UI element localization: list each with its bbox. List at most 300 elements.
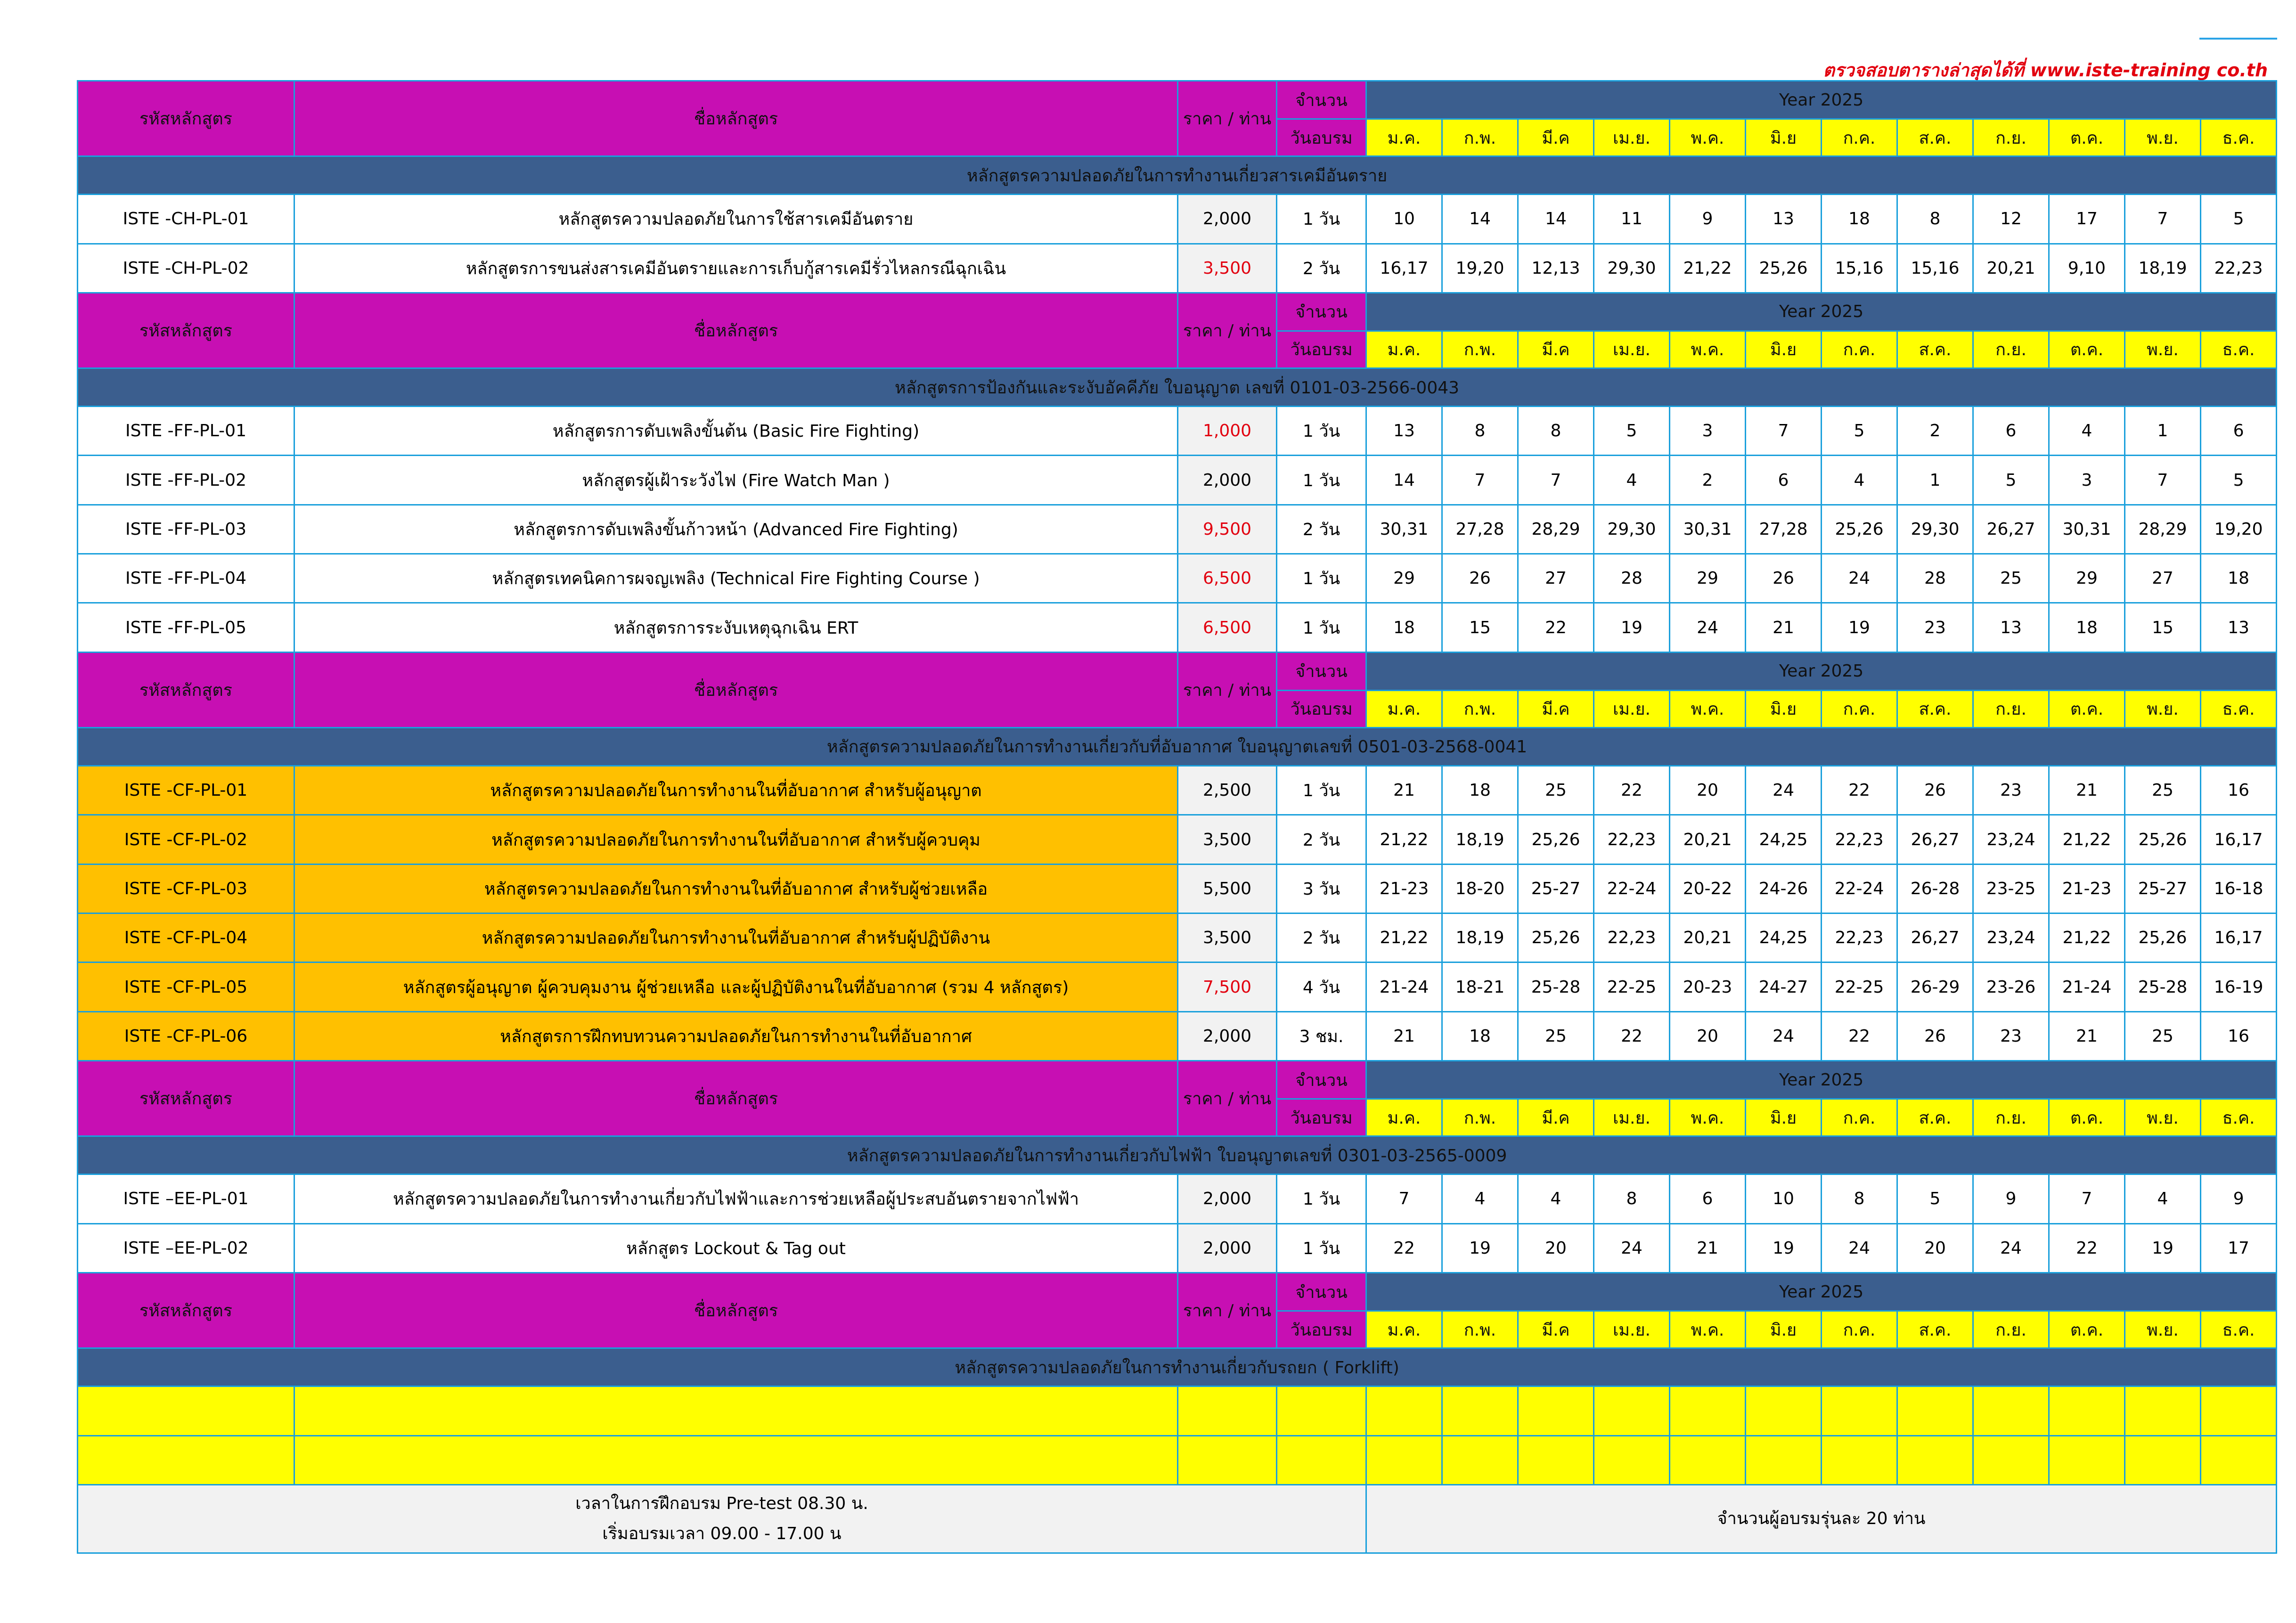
course-date: 5	[1822, 407, 1897, 456]
month-header: มี.ค	[1518, 119, 1594, 156]
month-header: ส.ค.	[1897, 1099, 1973, 1136]
course-date: 25,26	[1822, 505, 1897, 554]
course-date: 21-23	[2049, 864, 2125, 913]
course-date: 29	[1670, 554, 1746, 603]
course-date: 22,23	[2201, 244, 2277, 293]
course-code: ISTE -CH-PL-01	[78, 195, 294, 244]
course-duration: 1 วัน	[1277, 603, 1366, 652]
days-header: วันอบรม	[1277, 1311, 1366, 1348]
course-date: 21-24	[2049, 962, 2125, 1011]
course-date: 29	[2049, 554, 2125, 603]
column-header-row	[78, 652, 2277, 690]
empty-cell	[1366, 1386, 1442, 1435]
month-header: พ.ค.	[1670, 331, 1746, 368]
course-date: 24	[1746, 1011, 1822, 1060]
month-header: ต.ค.	[2049, 119, 2125, 156]
course-date: 25	[2125, 1011, 2201, 1060]
empty-cell	[2201, 1435, 2277, 1484]
code-column-header: รหัสหลักสูตร	[78, 1061, 294, 1136]
month-header: พ.ค.	[1670, 119, 1746, 156]
column-header-row	[78, 1273, 2277, 1311]
month-header: ต.ค.	[2049, 690, 2125, 727]
course-code: ISTE -CF-PL-06	[78, 1011, 294, 1060]
course-date: 4	[1518, 1174, 1594, 1223]
code-column-header: รหัสหลักสูตร	[78, 652, 294, 727]
month-header: ส.ค.	[1897, 331, 1973, 368]
course-date: 25,26	[2125, 815, 2201, 864]
month-header: ก.ค.	[1822, 1311, 1897, 1348]
course-date: 15,16	[1897, 244, 1973, 293]
price-column-header: ราคา / ท่าน	[1178, 1273, 1277, 1348]
month-header: ต.ค.	[2049, 1099, 2125, 1136]
course-date: 8	[1897, 195, 1973, 244]
column-header-row	[78, 293, 2277, 331]
course-date: 21,22	[1366, 815, 1442, 864]
course-date: 5	[1897, 1174, 1973, 1223]
course-duration: 2 วัน	[1277, 244, 1366, 293]
course-date: 26,27	[1973, 505, 2049, 554]
course-date: 14	[1518, 195, 1594, 244]
course-date: 25	[1518, 766, 1594, 815]
course-price: 5,500	[1178, 864, 1277, 913]
month-header: ม.ค.	[1366, 1099, 1442, 1136]
footer-row	[78, 1484, 2277, 1553]
course-date: 7	[2049, 1174, 2125, 1223]
month-header: ก.พ.	[1442, 1099, 1518, 1136]
course-date: 28,29	[2125, 505, 2201, 554]
course-date: 29	[1366, 554, 1442, 603]
course-name: หลักสูตรความปลอดภัยในการทำงานในที่อับอากาศ สำหรับผู้ปฏิบัติงาน	[294, 913, 1178, 962]
website-note[interactable]: ตรวจสอบตารางล่าสุดได้ที่ www.iste-training co.th	[1823, 60, 2268, 81]
course-price: 2,000	[1178, 195, 1277, 244]
empty-cell	[1366, 1435, 1442, 1484]
course-date: 5	[1973, 456, 2049, 505]
course-date: 20	[1670, 1011, 1746, 1060]
course-date: 3	[1670, 407, 1746, 456]
course-price: 3,500	[1178, 815, 1277, 864]
training-hours: เริ่มอบรมเวลา 09.00 - 17.00 น	[602, 1524, 842, 1543]
training-schedule-table	[77, 80, 2277, 1554]
month-header: ต.ค.	[2049, 331, 2125, 368]
code-column-header: รหัสหลักสูตร	[78, 1273, 294, 1348]
month-header: มิ.ย	[1746, 690, 1822, 727]
course-date: 21-23	[1366, 864, 1442, 913]
course-price: 2,000	[1178, 1174, 1277, 1223]
month-header: ส.ค.	[1897, 119, 1973, 156]
price-column-header: ราคา / ท่าน	[1178, 81, 1277, 156]
course-code: ISTE -CH-PL-02	[78, 244, 294, 293]
course-date: 21	[1366, 1011, 1442, 1060]
course-date: 25	[2125, 766, 2201, 815]
month-header: เม.ย.	[1594, 119, 1670, 156]
course-date: 24,25	[1746, 913, 1822, 962]
course-date: 13	[1366, 407, 1442, 456]
course-date: 22,23	[1594, 815, 1670, 864]
section-title: หลักสูตรความปลอดภัยในการทำงานเกี่ยวกับที่อับอากาศ ใบอนุญาตเลขที่ 0501-03-2568-0041	[78, 727, 2277, 766]
month-header: ก.ค.	[1822, 690, 1897, 727]
section-row	[78, 156, 2277, 195]
course-name: หลักสูตรการขนส่งสารเคมีอันตรายและการเก็บกู้สารเคมีรั่วไหลกรณีฉุกเฉิน	[294, 244, 1178, 293]
month-header: เม.ย.	[1594, 1311, 1670, 1348]
price-column-header: ราคา / ท่าน	[1178, 652, 1277, 727]
course-date: 23	[1973, 1011, 2049, 1060]
course-date: 7	[1366, 1174, 1442, 1223]
course-row[interactable]	[78, 1223, 2277, 1272]
course-duration: 1 วัน	[1277, 1223, 1366, 1272]
course-date: 4	[1822, 456, 1897, 505]
course-date: 18	[2201, 554, 2277, 603]
course-name: หลักสูตรความปลอดภัยในการทำงานในที่อับอากาศ สำหรับผู้อนุญาต	[294, 766, 1178, 815]
course-date: 13	[2201, 603, 2277, 652]
course-date: 18-21	[1442, 962, 1518, 1011]
course-date: 18,19	[2125, 244, 2201, 293]
course-date: 24	[1746, 766, 1822, 815]
course-date: 13	[1973, 603, 2049, 652]
course-date: 25-28	[1518, 962, 1594, 1011]
month-header: ก.ย.	[1973, 1099, 2049, 1136]
course-date: 26	[1746, 554, 1822, 603]
course-date: 1	[2125, 407, 2201, 456]
course-date: 22,23	[1822, 913, 1897, 962]
course-date: 14	[1366, 456, 1442, 505]
month-header: ม.ค.	[1366, 1311, 1442, 1348]
name-column-header: ชื่อหลักสูตร	[294, 293, 1178, 368]
course-name: หลักสูตรความปลอดภัยในการทำงานในที่อับอากาศ สำหรับผู้ช่วยเหลือ	[294, 864, 1178, 913]
course-row[interactable]	[78, 244, 2277, 293]
course-date: 24	[1594, 1223, 1670, 1272]
top-accent-line	[2199, 38, 2277, 40]
empty-cell	[1277, 1435, 1366, 1484]
course-duration: 3 ชม.	[1277, 1011, 1366, 1060]
course-date: 20	[1518, 1223, 1594, 1272]
course-price: 6,500	[1178, 603, 1277, 652]
course-date: 5	[2201, 195, 2277, 244]
month-header: ก.ค.	[1822, 331, 1897, 368]
month-header: พ.ค.	[1670, 1311, 1746, 1348]
course-date: 4	[2125, 1174, 2201, 1223]
course-date: 18-20	[1442, 864, 1518, 913]
course-date: 25,26	[1518, 815, 1594, 864]
course-date: 26,27	[1897, 913, 1973, 962]
course-date: 19	[1746, 1223, 1822, 1272]
course-price: 2,000	[1178, 1011, 1277, 1060]
course-date: 26	[1897, 1011, 1973, 1060]
course-code: ISTE -CF-PL-05	[78, 962, 294, 1011]
course-date: 25-27	[2125, 864, 2201, 913]
course-code: ISTE -FF-PL-04	[78, 554, 294, 603]
course-row[interactable]	[78, 456, 2277, 505]
empty-cell	[1518, 1386, 1594, 1435]
course-row[interactable]	[78, 815, 2277, 864]
course-date: 30,31	[1670, 505, 1746, 554]
month-header: ก.พ.	[1442, 690, 1518, 727]
month-header: มี.ค	[1518, 1311, 1594, 1348]
course-code: ISTE -CF-PL-01	[78, 766, 294, 815]
empty-cell	[2049, 1386, 2125, 1435]
empty-cell	[1973, 1386, 2049, 1435]
training-time-note	[78, 1484, 1366, 1553]
course-date: 23,24	[1973, 913, 2049, 962]
year-header: Year 2025	[1366, 1061, 2277, 1099]
month-header: ธ.ค.	[2201, 119, 2277, 156]
empty-cell	[2125, 1386, 2201, 1435]
course-date: 6	[2201, 407, 2277, 456]
course-price: 2,000	[1178, 1223, 1277, 1272]
course-name: หลักสูตรการระงับเหตุฉุกเฉิน ERT	[294, 603, 1178, 652]
course-duration: 2 วัน	[1277, 815, 1366, 864]
course-date: 27,28	[1442, 505, 1518, 554]
course-date: 22	[1366, 1223, 1442, 1272]
course-date: 29,30	[1594, 505, 1670, 554]
empty-cell	[1277, 1386, 1366, 1435]
course-date: 16,17	[2201, 913, 2277, 962]
course-date: 22-24	[1594, 864, 1670, 913]
course-row[interactable]	[78, 407, 2277, 456]
empty-cell	[1822, 1435, 1897, 1484]
column-header-row	[78, 1061, 2277, 1099]
year-header: Year 2025	[1366, 293, 2277, 331]
days-header: วันอบรม	[1277, 690, 1366, 727]
course-date: 21	[2049, 766, 2125, 815]
course-date: 25,26	[1518, 913, 1594, 962]
course-date: 19	[1822, 603, 1897, 652]
course-date: 16	[2201, 766, 2277, 815]
course-duration: 1 วัน	[1277, 554, 1366, 603]
course-date: 24-26	[1746, 864, 1822, 913]
course-date: 10	[1746, 1174, 1822, 1223]
price-column-header: ราคา / ท่าน	[1178, 293, 1277, 368]
section-title: หลักสูตรความปลอดภัยในการทำงานเกี่ยวสารเคมีอันตราย	[78, 156, 2277, 195]
empty-cell	[1670, 1386, 1746, 1435]
month-header: พ.ย.	[2125, 1311, 2201, 1348]
course-date: 20,21	[1670, 815, 1746, 864]
course-row[interactable]	[78, 1174, 2277, 1223]
course-date: 23	[1973, 766, 2049, 815]
empty-cell	[2201, 1386, 2277, 1435]
empty-cell	[1897, 1435, 1973, 1484]
course-row[interactable]	[78, 554, 2277, 603]
code-column-header: รหัสหลักสูตร	[78, 293, 294, 368]
month-header: ก.ย.	[1973, 690, 2049, 727]
column-header-row	[78, 81, 2277, 119]
course-date: 9	[1670, 195, 1746, 244]
empty-cell	[1442, 1386, 1518, 1435]
course-duration: 1 วัน	[1277, 456, 1366, 505]
course-date: 2	[1670, 456, 1746, 505]
course-date: 20-23	[1670, 962, 1746, 1011]
course-date: 23	[1897, 603, 1973, 652]
course-date: 24	[1822, 554, 1897, 603]
course-date: 19,20	[1442, 244, 1518, 293]
course-price: 1,000	[1178, 407, 1277, 456]
course-date: 22	[1822, 1011, 1897, 1060]
course-date: 18	[1366, 603, 1442, 652]
section-row	[78, 368, 2277, 406]
course-date: 19	[2125, 1223, 2201, 1272]
course-date: 8	[1594, 1174, 1670, 1223]
course-date: 26	[1442, 554, 1518, 603]
course-date: 6	[1670, 1174, 1746, 1223]
course-duration: 1 วัน	[1277, 766, 1366, 815]
course-date: 2	[1897, 407, 1973, 456]
course-code: ISTE –EE-PL-01	[78, 1174, 294, 1223]
course-row[interactable]	[78, 864, 2277, 913]
course-date: 21	[1670, 1223, 1746, 1272]
course-date: 22-25	[1594, 962, 1670, 1011]
course-duration: 2 วัน	[1277, 913, 1366, 962]
course-date: 22	[1518, 603, 1594, 652]
course-row[interactable]	[78, 505, 2277, 554]
course-name: หลักสูตรความปลอดภัยในการทำงานในที่อับอากาศ สำหรับผู้ควบคุม	[294, 815, 1178, 864]
course-date: 7	[1518, 456, 1594, 505]
course-date: 26-28	[1897, 864, 1973, 913]
course-code: ISTE -FF-PL-03	[78, 505, 294, 554]
month-header: ธ.ค.	[2201, 690, 2277, 727]
course-name: หลักสูตร Lockout & Tag out	[294, 1223, 1178, 1272]
empty-cell	[1178, 1435, 1277, 1484]
course-date: 22-24	[1822, 864, 1897, 913]
empty-cell	[1973, 1435, 2049, 1484]
course-date: 17	[2201, 1223, 2277, 1272]
course-name: หลักสูตรความปลอดภัยในการใช้สารเคมีอันตราย	[294, 195, 1178, 244]
course-date: 4	[2049, 407, 2125, 456]
month-header: ม.ค.	[1366, 690, 1442, 727]
course-date: 8	[1822, 1174, 1897, 1223]
course-date: 22	[1594, 1011, 1670, 1060]
empty-cell	[1178, 1386, 1277, 1435]
course-date: 22-25	[1822, 962, 1897, 1011]
month-header: ธ.ค.	[2201, 1311, 2277, 1348]
year-header: Year 2025	[1366, 1273, 2277, 1311]
count-header: จำนวน	[1277, 1061, 1366, 1099]
course-code: ISTE -CF-PL-04	[78, 913, 294, 962]
empty-cell	[1518, 1435, 1594, 1484]
course-price: 7,500	[1178, 962, 1277, 1011]
month-header: ส.ค.	[1897, 690, 1973, 727]
course-row[interactable]	[78, 195, 2277, 244]
course-row[interactable]	[78, 913, 2277, 962]
empty-cell	[78, 1435, 294, 1484]
empty-cell	[78, 1386, 294, 1435]
course-date: 25-27	[1518, 864, 1594, 913]
course-duration: 2 วัน	[1277, 505, 1366, 554]
section-title: หลักสูตรความปลอดภัยในการทำงานเกี่ยวกับไฟฟ้า ใบอนุญาตเลขที่ 0301-03-2565-0009	[78, 1136, 2277, 1174]
course-code: ISTE -FF-PL-01	[78, 407, 294, 456]
month-header: ม.ค.	[1366, 331, 1442, 368]
course-name: หลักสูตรผู้เฝ้าระวังไฟ (Fire Watch Man )	[294, 456, 1178, 505]
course-price: 2,000	[1178, 456, 1277, 505]
course-date: 25-28	[2125, 962, 2201, 1011]
section-title: หลักสูตรความปลอดภัยในการทำงานเกี่ยวกับรถยก ( Forklift)	[78, 1348, 2277, 1386]
course-code: ISTE -CF-PL-02	[78, 815, 294, 864]
course-date: 23-26	[1973, 962, 2049, 1011]
course-date: 11	[1594, 195, 1670, 244]
course-date: 29,30	[1897, 505, 1973, 554]
course-date: 18	[2049, 603, 2125, 652]
name-column-header: ชื่อหลักสูตร	[294, 652, 1178, 727]
course-price: 3,500	[1178, 244, 1277, 293]
course-row[interactable]	[78, 962, 2277, 1011]
course-date: 24	[1670, 603, 1746, 652]
name-column-header: ชื่อหลักสูตร	[294, 1061, 1178, 1136]
course-date: 23,24	[1973, 815, 2049, 864]
course-date: 6	[1746, 456, 1822, 505]
course-date: 18,19	[1442, 815, 1518, 864]
course-row[interactable]	[78, 766, 2277, 815]
course-date: 3	[2049, 456, 2125, 505]
course-date: 8	[1442, 407, 1518, 456]
course-date: 7	[2125, 195, 2201, 244]
empty-course-row	[78, 1435, 2277, 1484]
course-date: 28	[1594, 554, 1670, 603]
course-price: 9,500	[1178, 505, 1277, 554]
course-date: 24,25	[1746, 815, 1822, 864]
course-date: 19	[1442, 1223, 1518, 1272]
course-duration: 3 วัน	[1277, 864, 1366, 913]
days-header: วันอบรม	[1277, 1099, 1366, 1136]
capacity-note: จำนวนผู้อบรมรุ่นละ 20 ท่าน	[1366, 1484, 2277, 1553]
course-date: 25,26	[1746, 244, 1822, 293]
month-header: มี.ค	[1518, 690, 1594, 727]
course-date: 22	[1594, 766, 1670, 815]
course-date: 29,30	[1594, 244, 1670, 293]
course-price: 6,500	[1178, 554, 1277, 603]
course-date: 21,22	[2049, 913, 2125, 962]
course-duration: 1 วัน	[1277, 407, 1366, 456]
month-header: พ.ค.	[1670, 690, 1746, 727]
course-date: 30,31	[2049, 505, 2125, 554]
course-date: 25,26	[2125, 913, 2201, 962]
course-date: 15	[1442, 603, 1518, 652]
empty-cell	[1746, 1435, 1822, 1484]
year-header: Year 2025	[1366, 81, 2277, 119]
course-name: หลักสูตรเทคนิคการผจญเพลิง (Technical Fire Fighting Course )	[294, 554, 1178, 603]
course-code: ISTE –EE-PL-02	[78, 1223, 294, 1272]
course-code: ISTE -FF-PL-02	[78, 456, 294, 505]
course-duration: 1 วัน	[1277, 1174, 1366, 1223]
course-date: 26-29	[1897, 962, 1973, 1011]
course-date: 21,22	[1670, 244, 1746, 293]
month-header: มิ.ย	[1746, 1099, 1822, 1136]
course-date: 14	[1442, 195, 1518, 244]
course-row[interactable]	[78, 603, 2277, 652]
course-date: 20,21	[1670, 913, 1746, 962]
course-row[interactable]	[78, 1011, 2277, 1060]
course-date: 7	[2125, 456, 2201, 505]
course-date: 18	[1822, 195, 1897, 244]
course-date: 25	[1518, 1011, 1594, 1060]
course-date: 20	[1670, 766, 1746, 815]
course-date: 8	[1518, 407, 1594, 456]
course-date: 12,13	[1518, 244, 1594, 293]
course-date: 21,22	[2049, 815, 2125, 864]
empty-cell	[2125, 1435, 2201, 1484]
name-column-header: ชื่อหลักสูตร	[294, 1273, 1178, 1348]
course-date: 28,29	[1518, 505, 1594, 554]
section-row	[78, 1348, 2277, 1386]
course-date: 16-19	[2201, 962, 2277, 1011]
course-date: 21-24	[1366, 962, 1442, 1011]
pretest-time: เวลาในการฝึกอบรม Pre-test 08.30 น.	[575, 1493, 868, 1513]
course-date: 18	[1442, 766, 1518, 815]
course-date: 20-22	[1670, 864, 1746, 913]
month-header: ก.ย.	[1973, 1311, 2049, 1348]
empty-cell	[294, 1386, 1178, 1435]
course-date: 27,28	[1746, 505, 1822, 554]
course-name: หลักสูตรการฝึกทบทวนความปลอดภัยในการทำงานในที่อับอากาศ	[294, 1011, 1178, 1060]
course-date: 23-25	[1973, 864, 2049, 913]
course-date: 22	[1822, 766, 1897, 815]
